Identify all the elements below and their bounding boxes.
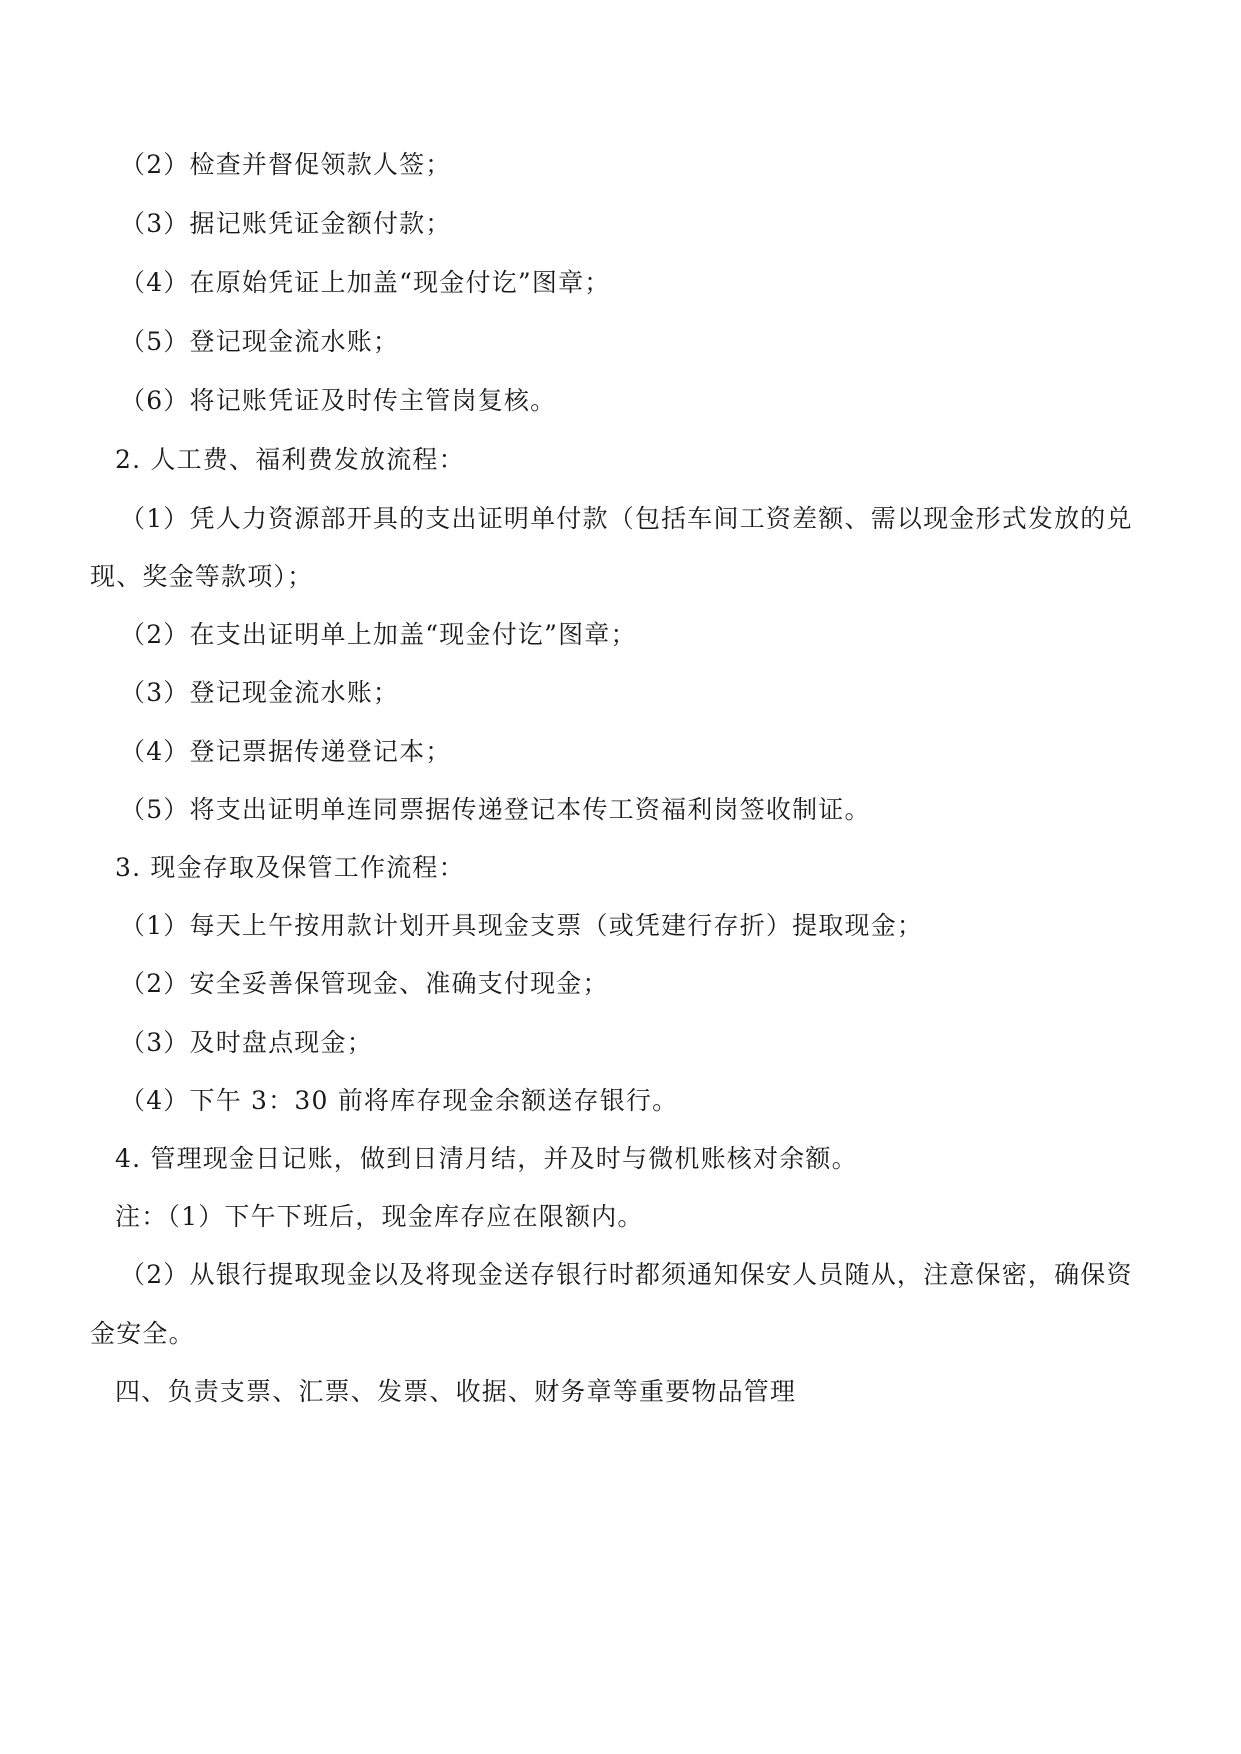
text-line: （3）登记现金流水账； [120, 678, 400, 707]
text-line: （2）检查并督促领款人签； [120, 150, 452, 179]
section-heading: 四、负责支票、汇票、发票、收据、财务章等重要物品管理 [115, 1377, 797, 1406]
text-line: （1）凭人力资源部开具的支出证明单付款（包括车间工资差额、需以现金形式发放的兑 [120, 504, 1133, 533]
text-line: 现、奖金等款项）； [90, 562, 314, 591]
text-line: （2）安全妥善保管现金、准确支付现金； [120, 969, 609, 998]
section-heading: 4. 管理现金日记账，做到日清月结，并及时与微机账核对余额。 [115, 1144, 858, 1173]
text-line: （3）据记账凭证金额付款； [120, 209, 452, 238]
text-line: （5）登记现金流水账； [120, 327, 400, 356]
text-line: （4）登记票据传递登记本； [120, 737, 452, 766]
text-line: （5）将支出证明单连同票据传递登记本传工资福利岗签收制证。 [120, 795, 871, 824]
section-heading: 3. 现金存取及保管工作流程： [115, 853, 465, 882]
text-line: （4）在原始凭证上加盖“现金付讫”图章； [120, 268, 611, 297]
text-line: 金安全。 [90, 1319, 195, 1348]
text-line: （3）及时盘点现金； [120, 1028, 373, 1057]
text-line: （6）将记账凭证及时传主管岗复核。 [120, 386, 557, 415]
section-heading: 2. 人工费、福利费发放流程： [115, 445, 465, 474]
text-line: （1）每天上午按用款计划开具现金支票（或凭建行存折）提取现金； [120, 911, 924, 940]
text-line: （2）从银行提取现金以及将现金送存银行时都须通知保安人员随从，注意保密，确保资 [120, 1260, 1133, 1289]
note-line: 注：（1）下午下班后，现金库存应在限额内。 [115, 1202, 644, 1231]
text-line: （4）下午 3：30 前将库存现金余额送存银行。 [120, 1086, 679, 1115]
text-line: （2）在支出证明单上加盖“现金付讫”图章； [120, 620, 637, 649]
